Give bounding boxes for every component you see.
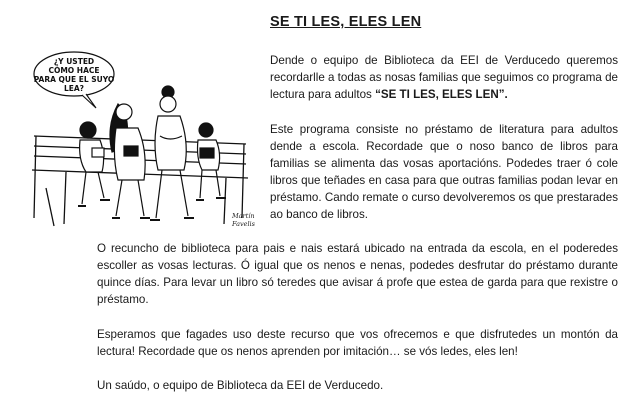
child-figure-right: [196, 123, 226, 200]
artist-signature-line-1: Martín: [232, 212, 255, 220]
speech-bubble-line-2: CÓMO HACE: [48, 66, 100, 75]
child-figure-left: [78, 122, 110, 206]
family-reading-bench-illustration: [26, 48, 262, 238]
adult-figure-bun-hair: [150, 86, 194, 220]
document-title: SE TI LES, ELES LEN: [270, 14, 422, 30]
speech-bubble-line-1: ¿Y USTED: [53, 57, 95, 66]
adult-figure-dark-hair: [110, 104, 150, 218]
paragraph-library-corner: O recuncho de biblioteca para pais e nais estará ubicado na entrada da escola, en el poderedes escoller as vosas lecturas. Ó igual que os nenos e nenas, podedes desfrutar do préstamo durante quince días. Para levar un libro só teredes que avisar á profe que estea de garda para que rexistre o préstamo.: [97, 242, 618, 306]
paragraph-program: Este programa consiste no préstamo de literatura para adultos dende a escola. Recordade que o noso banco de libros para familias se alimenta das vosas aportacións. Podedes traer ó cole libros que teñades en casa para que outras familias podan levar en préstamo. Cando remate o curso devolveremos os que prestarades ao banco de libros.: [270, 123, 618, 221]
paragraph-signoff: Un saúdo, o equipo de Biblioteca da EEI de Verducedo.: [97, 379, 384, 392]
speech-bubble-line-3: PARA QUE EL SUYO: [33, 75, 115, 84]
speech-bubble-line-4: LEA?: [63, 84, 85, 93]
program-name-bold: “SE TI LES, ELES LEN”.: [375, 88, 508, 101]
paragraph-intro-text: Dende o equipo de Biblioteca da EEI de Verducedo queremos recordarlle a todas as nosas familias que seguimos co programa de lectura para adultos: [270, 54, 618, 101]
artist-signature-line-2: Favelis: [232, 220, 255, 228]
paragraph-intro: [270, 52, 618, 103]
paragraph-hope: Esperamos que fagades uso deste recurso que vos ofrecemos e que disfrutedes un montón da lectura! Recordade que os nenos aprenden por imitación… se vós ledes, eles len!: [97, 328, 618, 358]
